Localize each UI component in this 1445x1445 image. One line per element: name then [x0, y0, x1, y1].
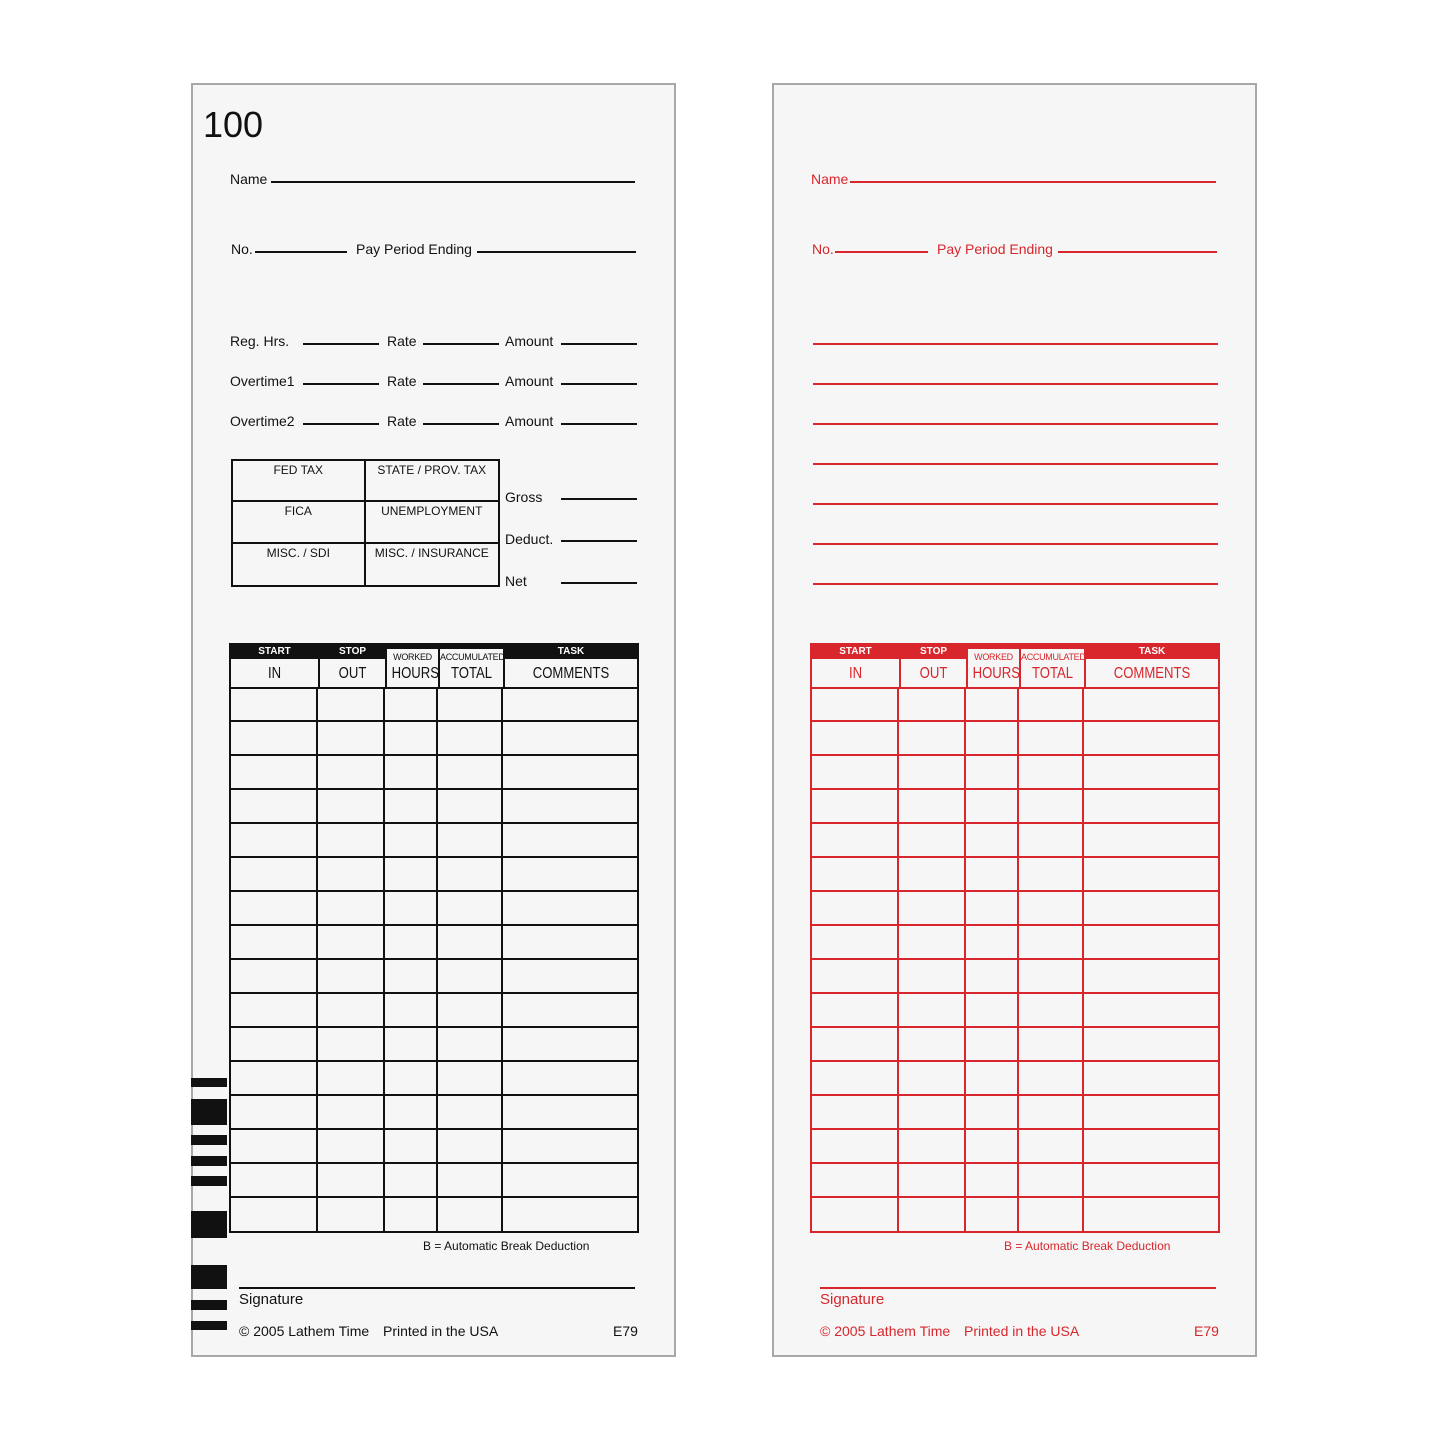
red-table-row-divider — [812, 754, 1218, 756]
red-table-row-divider — [812, 856, 1218, 858]
column-hours-label: HOURS — [391, 665, 439, 682]
name-label: Name — [230, 171, 268, 187]
red-blank-line[interactable] — [813, 423, 1218, 425]
barcode-mark — [191, 1321, 227, 1330]
red-column-hours — [966, 645, 1019, 687]
time-card-black — [191, 83, 676, 1357]
red-blank-line[interactable] — [813, 543, 1218, 545]
red-signature-label: Signature — [820, 1291, 885, 1308]
table-row-divider — [231, 992, 637, 994]
column-total — [438, 645, 503, 687]
red-column-total — [1019, 645, 1084, 687]
number-line[interactable] — [255, 251, 347, 253]
red-printed-text: Printed in the USA — [964, 1323, 1080, 1339]
column-in — [231, 645, 318, 687]
red-column-total-top: ACCUMULATED — [1021, 645, 1084, 659]
red-column-divider — [897, 687, 899, 1231]
column-out — [318, 645, 385, 687]
red-table-row-divider — [812, 720, 1218, 722]
red-column-divider — [1082, 687, 1084, 1231]
red-table-row-divider — [812, 1026, 1218, 1028]
barcode-mark — [191, 1176, 227, 1186]
overtime1-label: Overtime1 — [230, 373, 295, 389]
red-time-grid — [810, 643, 1220, 1233]
red-column-out-label: OUT — [919, 665, 948, 682]
column-comments-top: TASK — [505, 645, 637, 659]
deduct-label: Deduct. — [505, 531, 554, 547]
red-blank-line[interactable] — [813, 383, 1218, 385]
column-divider — [501, 687, 503, 1231]
column-total-top: ACCUMULATED — [440, 645, 503, 659]
column-divider — [436, 687, 438, 1231]
red-blank-line[interactable] — [813, 343, 1218, 345]
overtime2-amount-label: Amount — [505, 413, 554, 429]
red-pay-period-label: Pay Period Ending — [937, 241, 1053, 257]
red-number-label: No. — [812, 241, 834, 257]
regular-rate-line[interactable] — [423, 343, 499, 345]
gross-line[interactable] — [561, 498, 637, 500]
table-row-divider — [231, 1094, 637, 1096]
column-total-label: TOTAL — [450, 665, 493, 682]
net-line[interactable] — [561, 582, 637, 584]
table-row-divider — [231, 958, 637, 960]
red-column-in-top: START — [812, 645, 899, 659]
red-name-line[interactable] — [850, 181, 1216, 183]
time-card-red — [772, 83, 1257, 1357]
red-table-row-divider — [812, 958, 1218, 960]
red-column-in — [812, 645, 899, 687]
column-comments — [503, 645, 637, 687]
red-table-row-divider — [812, 890, 1218, 892]
column-hours — [385, 645, 438, 687]
red-form-code: E79 — [1194, 1323, 1219, 1339]
red-column-hours-top: WORKED — [968, 645, 1019, 659]
copyright-text: © 2005 Lathem Time — [239, 1323, 370, 1339]
table-row-divider — [231, 822, 637, 824]
table-row-divider — [231, 1026, 637, 1028]
column-out-label: OUT — [338, 665, 367, 682]
table-row-divider — [231, 754, 637, 756]
red-table-row-divider — [812, 788, 1218, 790]
red-table-row-divider — [812, 1060, 1218, 1062]
red-table-row-divider — [812, 924, 1218, 926]
column-hours-top: WORKED — [387, 645, 438, 659]
red-time-grid-header — [812, 645, 1218, 689]
unemployment-cell[interactable]: UNEMPLOYMENT — [366, 502, 499, 543]
red-column-comments-top: TASK — [1086, 645, 1218, 659]
signature-line[interactable] — [239, 1287, 635, 1289]
misc-insurance-cell[interactable]: MISC. / INSURANCE — [374, 545, 489, 560]
table-row-divider — [231, 890, 637, 892]
red-number-line[interactable] — [835, 251, 928, 253]
table-row-divider — [231, 1196, 637, 1198]
red-column-divider — [964, 687, 966, 1231]
regular-amount-line[interactable] — [561, 343, 637, 345]
fed-tax-cell[interactable]: FED TAX — [233, 461, 366, 502]
overtime1-amount-line[interactable] — [561, 383, 637, 385]
red-pay-period-line[interactable] — [1058, 251, 1217, 253]
red-signature-line[interactable] — [820, 1287, 1216, 1289]
red-column-in-label: IN — [848, 665, 863, 682]
red-table-row-divider — [812, 1128, 1218, 1130]
red-table-row-divider — [812, 822, 1218, 824]
overtime2-rate-line[interactable] — [423, 423, 499, 425]
column-in-top: START — [231, 645, 318, 659]
barcode-mark — [191, 1078, 227, 1087]
barcode-mark — [191, 1211, 227, 1238]
column-comments-label: COMMENTS — [532, 665, 610, 682]
regular-hours-line[interactable] — [303, 343, 379, 345]
state-tax-cell[interactable]: STATE / PROV. TAX — [366, 461, 499, 502]
red-column-out-top: STOP — [901, 645, 966, 659]
form-code: E79 — [613, 1323, 638, 1339]
table-row-divider — [231, 1128, 637, 1130]
regular-rate-label: Rate — [387, 333, 417, 349]
red-column-out — [899, 645, 966, 687]
table-row-divider — [231, 924, 637, 926]
red-copyright-text: © 2005 Lathem Time — [820, 1323, 951, 1339]
table-row-divider — [231, 720, 637, 722]
pay-period-line[interactable] — [477, 251, 636, 253]
table-row-divider — [231, 788, 637, 790]
red-name-label: Name — [811, 171, 849, 187]
red-time-grid-body[interactable] — [812, 687, 1218, 1231]
tax-box — [231, 459, 500, 587]
red-table-row-divider — [812, 992, 1218, 994]
table-row-divider — [231, 1162, 637, 1164]
column-divider — [383, 687, 385, 1231]
signature-label: Signature — [239, 1291, 304, 1308]
card-number: 100 — [203, 104, 264, 145]
overtime1-rate-line[interactable] — [423, 383, 499, 385]
overtime2-hours-line[interactable] — [303, 423, 379, 425]
red-column-comments-label: COMMENTS — [1113, 665, 1191, 682]
red-blank-line[interactable] — [813, 503, 1218, 505]
red-column-total-label: TOTAL — [1031, 665, 1074, 682]
column-out-top: STOP — [320, 645, 385, 659]
printed-text: Printed in the USA — [383, 1323, 499, 1339]
red-column-hours-label: HOURS — [972, 665, 1020, 682]
red-blank-line[interactable] — [813, 463, 1218, 465]
red-table-row-divider — [812, 1162, 1218, 1164]
column-divider — [316, 687, 318, 1231]
overtime1-amount-label: Amount — [505, 373, 554, 389]
time-grid-header — [231, 645, 637, 689]
gross-label: Gross — [505, 489, 543, 505]
barcode-mark — [191, 1099, 227, 1125]
overtime2-label: Overtime2 — [230, 413, 295, 429]
number-label: No. — [231, 241, 253, 257]
red-column-divider — [1017, 687, 1019, 1231]
overtime2-rate-label: Rate — [387, 413, 417, 429]
table-row-divider — [231, 1060, 637, 1062]
barcode-mark — [191, 1265, 227, 1289]
red-table-row-divider — [812, 1094, 1218, 1096]
red-table-row-divider — [812, 1196, 1218, 1198]
misc-sdi-cell[interactable]: MISC. / SDI — [233, 544, 366, 585]
pay-period-label: Pay Period Ending — [356, 241, 472, 257]
red-blank-line[interactable] — [813, 583, 1218, 585]
barcode-mark — [191, 1135, 227, 1145]
name-line[interactable] — [271, 181, 635, 183]
table-row-divider — [231, 856, 637, 858]
barcode-mark — [191, 1300, 227, 1310]
red-column-comments — [1084, 645, 1218, 687]
overtime1-hours-line[interactable] — [303, 383, 379, 385]
overtime2-amount-line[interactable] — [561, 423, 637, 425]
deduct-line[interactable] — [561, 540, 637, 542]
overtime1-rate-label: Rate — [387, 373, 417, 389]
time-grid — [229, 643, 639, 1233]
fica-cell[interactable]: FICA — [233, 502, 366, 543]
net-label: Net — [505, 573, 527, 589]
column-in-label: IN — [267, 665, 282, 682]
time-grid-body[interactable] — [231, 687, 637, 1231]
red-break-note: B = Automatic Break Deduction — [1004, 1239, 1171, 1253]
regular-hours-label: Reg. Hrs. — [230, 333, 290, 349]
barcode-mark — [191, 1156, 227, 1166]
break-note: B = Automatic Break Deduction — [423, 1239, 590, 1253]
regular-amount-label: Amount — [505, 333, 554, 349]
